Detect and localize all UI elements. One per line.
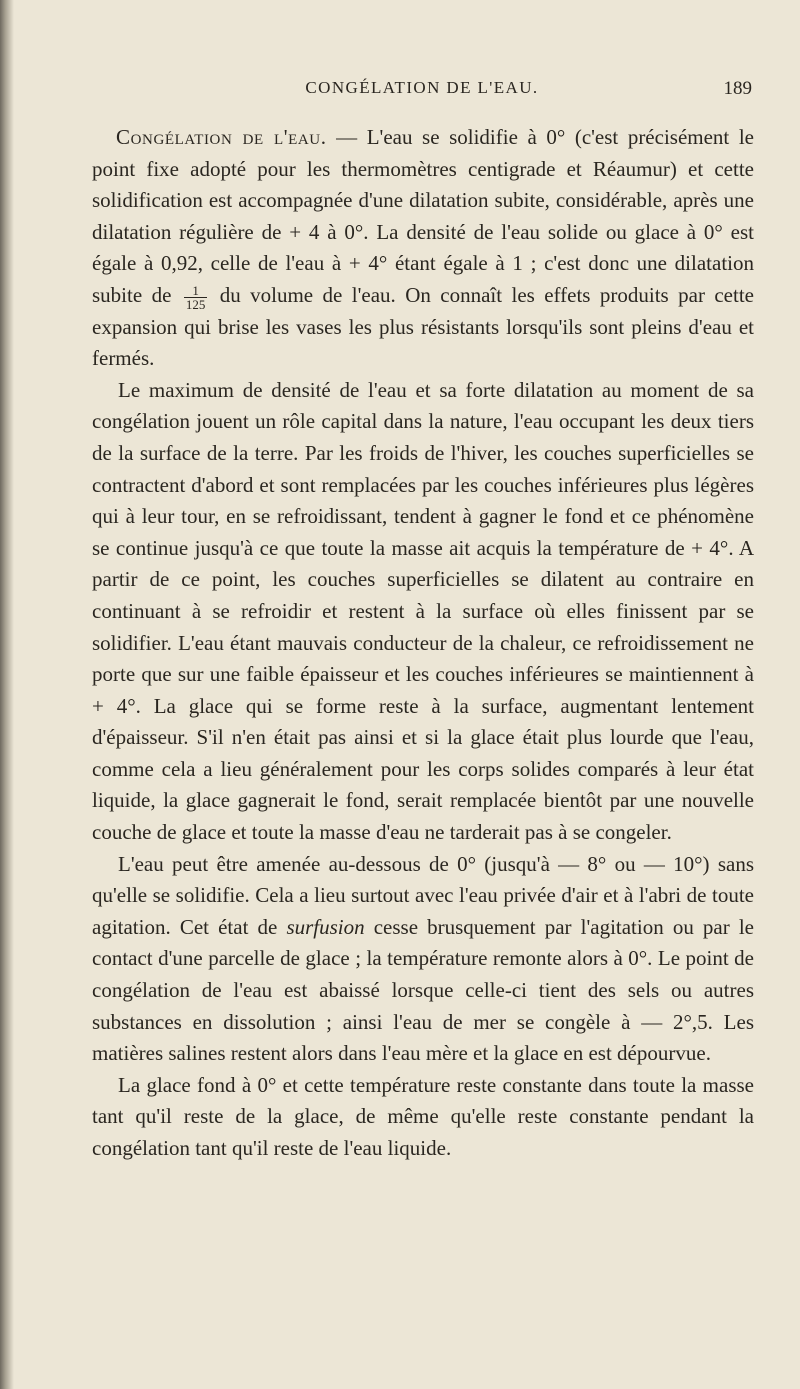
paragraph-4: La glace fond à 0° et cette température reste constante dans toute la masse tant qu'il reste de la glace, de même qu'elle reste constante pendant la congélation tant qu'il reste de l'eau liquide. <box>92 1072 754 1160</box>
paragraph-3-text-a: L'eau peut être amenée au-dessous de 0° (jusqu'à — 8° ou — 10°) sans qu'elle se solidifie. Cela a lieu surtout avec l'eau privée d'air et à l'abri de toute agitation. Cet état de <box>92 851 754 939</box>
paragraph-1-text-a: — L'eau se solidifie à 0° (c'est précisément le point fixe adopté pour les thermomètres centigrade et Réaumur) et cette solidification est accompagnée d'une dilatation subite, considérable, après une dilatation régulière de + 4 à 0°. La densité de l'eau solide ou glace à 0° est égale à 0,92, celle de l'eau à + 4° étant égale à 1 ; c'est donc une dilatation subite de <box>92 125 754 307</box>
fraction-denominator: 125 <box>185 296 206 312</box>
running-header <box>92 78 752 108</box>
page-binding-edge <box>0 0 14 1389</box>
body-text <box>92 122 754 1165</box>
paragraph-2: Le maximum de densité de l'eau et sa forte dilatation au moment de sa congélation jouent un rôle capital dans la nature, l'eau occupant les deux tiers de la surface de la terre. Par les froids de l'hiver, les couches superficielles se contractent d'abord et sont remplacées par les couches inférieures plus légères qui à leur tour, en se refroidissant, tendent à gagner le fond et ce phénomène se continue jusqu'à ce que toute la masse ait acquis la température de + 4°. A partir de ce point, les couches superficielles se dilatent au contraire en continuant à se refroidir et restent à la surface où elles finissent par se solidifier. L'eau étant mauvais conducteur de la chaleur, ce refroidissement ne porte que sur une faible épaisseur et les couches inférieures se maintiennent à + 4°. La glace qui se forme reste à la surface, augmentant lentement d'épaisseur. S'il n'en était pas ainsi et si la glace était plus lourde que l'eau, comme cela a lieu généralement pour les corps solides comparés à leur état liquide, la glace gagnerait le fond, serait remplacée bientôt par une nouvelle couche de glace et toute la masse d'eau ne tarderait pas à se congeler. <box>92 377 754 845</box>
section-heading: Congélation de l'eau. <box>116 125 327 149</box>
italic-term: surfusion <box>286 914 365 939</box>
paragraph-1-text-b: du volume de l'eau. On connaît les effets produits par cette expansion qui brise les vases les plus résistants lorsqu'ils sont pleins d'eau et fermés. <box>92 282 754 371</box>
paragraph-3-text-b: cesse brusquement par l'agitation ou par le contact d'une parcelle de glace ; la température remonte alors à 0°. Le point de congélation de l'eau est abaissé lorsque celle-ci tient des sels ou autres substances en dissolution ; ainsi l'eau de mer se congèle à — 2°,5. Les matières salines restent alors dans l'eau mère et la glace en est dépourvue. <box>92 914 754 1066</box>
fraction-numerator: 1 <box>184 284 208 298</box>
paragraph-3 <box>92 849 754 1070</box>
page-number: 189 <box>723 78 752 99</box>
paragraph-1 <box>92 122 754 375</box>
fraction <box>184 284 208 311</box>
running-title: CONGÉLATION DE L'EAU. <box>305 78 539 97</box>
